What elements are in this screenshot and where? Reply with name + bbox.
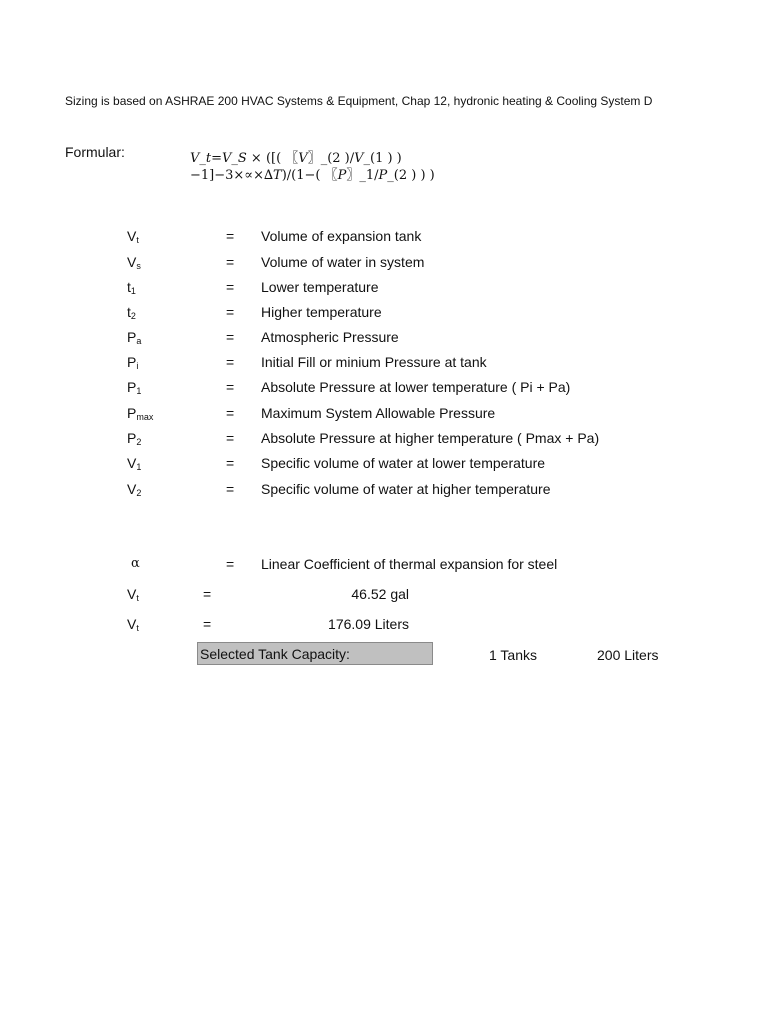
result-equals: = bbox=[203, 586, 212, 602]
def-equals: = bbox=[226, 254, 235, 270]
def-symbol-vt: $V_t$ bbox=[127, 228, 139, 245]
def-equals: = bbox=[226, 279, 235, 295]
result-value-liters: 176.09 Liters bbox=[328, 616, 409, 632]
formula-label: Formular: bbox=[65, 144, 125, 160]
tank-liters: 200 Liters bbox=[597, 647, 659, 663]
def-symbol-p1: $P_1$ bbox=[127, 379, 142, 396]
def-equals: = bbox=[226, 329, 235, 345]
def-description: Volume of expansion tank bbox=[261, 228, 422, 244]
def-description: Lower temperature bbox=[261, 279, 379, 295]
formula-line-1: 𝑉_𝑡=𝑉_𝑆 × ([( 〖𝑉〗_(2 )/𝑉_(1 ) ) bbox=[190, 151, 402, 166]
def-equals: = bbox=[226, 556, 235, 572]
def-description: Higher temperature bbox=[261, 304, 382, 320]
def-description: Linear Coefficient of thermal expansion for steel bbox=[261, 556, 558, 572]
def-symbol-v2: $V_2$ bbox=[127, 481, 142, 498]
formula-line-2: −1]−3×∝×∆𝑇)/(1−( 〖𝑃〗_1/𝑃_(2 ) ) ) bbox=[190, 168, 435, 183]
result-equals: = bbox=[203, 616, 212, 632]
def-description: Initial Fill or minium Pressure at tank bbox=[261, 354, 487, 370]
tank-count: 1 Tanks bbox=[489, 647, 537, 663]
def-symbol-t2: $t_2$ bbox=[127, 304, 136, 321]
def-description: Atmospheric Pressure bbox=[261, 329, 399, 345]
def-equals: = bbox=[226, 455, 235, 471]
def-equals: = bbox=[226, 481, 235, 497]
def-symbol-p2: $P_2$ bbox=[127, 430, 142, 447]
def-description: Specific volume of water at lower temperature bbox=[261, 455, 546, 471]
def-description: Specific volume of water at higher temperature bbox=[261, 481, 551, 497]
def-equals: = bbox=[226, 228, 235, 244]
def-equals: = bbox=[226, 430, 235, 446]
def-symbol-pmax: $P_{max}$ bbox=[127, 405, 154, 422]
selected-tank-capacity-cell[interactable]: Selected Tank Capacity: bbox=[197, 642, 433, 665]
def-equals: = bbox=[226, 379, 235, 395]
def-symbol-vs: $V_s$ bbox=[127, 254, 141, 271]
result-value-gal: 46.52 gal bbox=[351, 586, 409, 602]
def-symbol-pa: $P_a$ bbox=[127, 329, 142, 346]
def-description: Volume of water in system bbox=[261, 254, 425, 270]
formula bbox=[190, 150, 435, 184]
def-symbol-t1: $t_1$ bbox=[127, 279, 136, 296]
page-header: Sizing is based on ASHRAE 200 HVAC Systems & Equipment, Chap 12, hydronic heating & Cooling System D bbox=[65, 94, 653, 108]
def-description: Absolute Pressure at higher temperature ( Pmax + Pa) bbox=[261, 430, 600, 446]
def-description: Absolute Pressure at lower temperature ( Pi + Pa) bbox=[261, 379, 571, 395]
def-equals: = bbox=[226, 405, 235, 421]
def-equals: = bbox=[226, 354, 235, 370]
def-symbol-v1: $V_1$ bbox=[127, 455, 142, 472]
result-symbol: $V_t$ bbox=[127, 616, 139, 633]
def-symbol-alpha: α bbox=[131, 556, 140, 571]
result-symbol: $V_t$ bbox=[127, 586, 139, 603]
def-symbol-pi: $P_i$ bbox=[127, 354, 139, 371]
def-description: Maximum System Allowable Pressure bbox=[261, 405, 496, 421]
def-equals: = bbox=[226, 304, 235, 320]
